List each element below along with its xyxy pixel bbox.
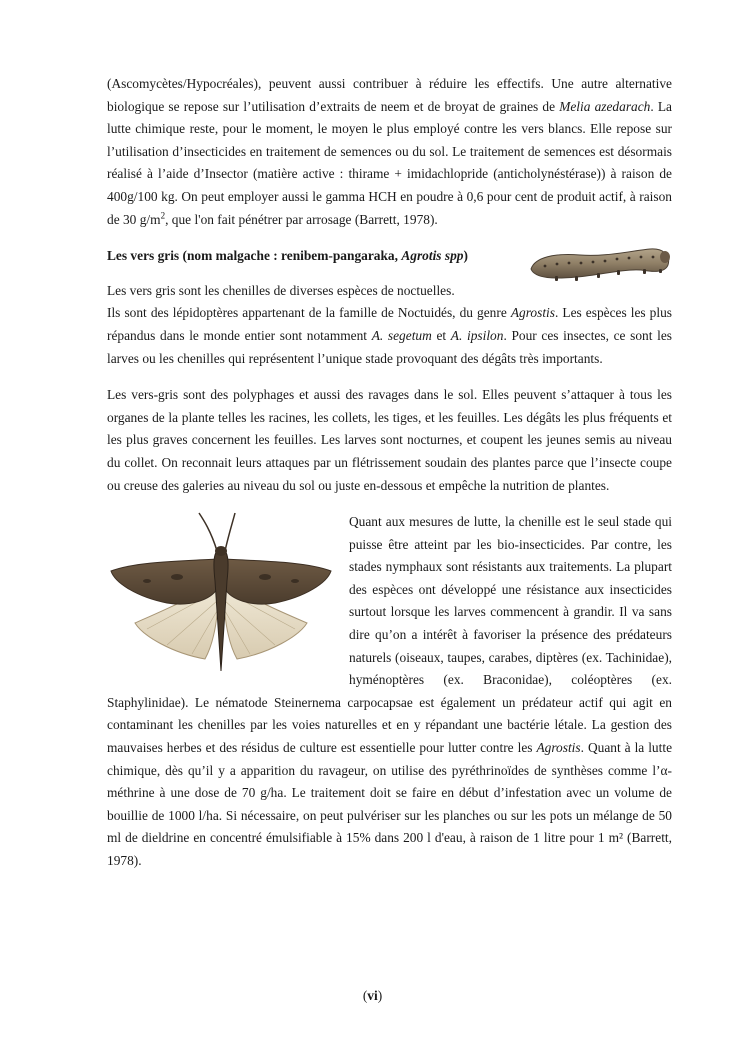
paragraph-cutworm-damage: Les vers-gris sont des polyphages et aussi des ravages dans le sol. Elles peuvent s’attaquer à tous les organes de la plante telles les racines, les collets, les tiges, et les feuilles. Les dégâts les plus fréquents et les plus graves concernent les feuilles. Les larves sont nocturnes, et coupent les jeunes semis au niveau du collet. On reconnait leurs attaques par un flétrissement soudain des plantes parce que l’insecte coupe ou creuse des galeries au niveau du sol ou juste en-dessous et empêche la nutrition de plantes.: [107, 387, 672, 493]
document-page: [107, 73, 672, 873]
page-number: (vi): [362, 988, 383, 1003]
paragraph-cutworm-description: Les vers gris sont les chenilles de diverses espèces de noctuelles. Ils sont des lépidoptères appartenant de la famille de Noctuidés, du genre Agrostis. Les espèces les plus répandus dans le monde entier sont notamment A. segetum et A. ipsilon. Pour ces insectes, ce sont les larves ou les chenilles qui représentent l’unique stade provoquant des dégâts très importants.: [107, 282, 672, 366]
section-heading-row: [107, 245, 672, 268]
species-name: Melia azedarach: [559, 98, 651, 114]
paragraph-control-measures: Quant aux mesures de lutte, la chenille est le seul stade qui puisse être atteint par les bio-insecticides. Par contre, les stades nymphaux sont résistants aux traitements. La plupart des espèces ont développé une résistance aux insecticides surtout lorsque les larves commencent à grandir. Il va sans dire qu’on a intérêt à favoriser la présence des prédateurs naturels (oiseaux, taupes, carabes, diptères (ex. Tachinidae), hyménoptères (ex. Braconidae), coléoptères (ex. Staphylinidae). Le nématode Steinernema carpocapsae est également un prédateur actif qui agit en contaminant les chenilles par les voies naturelles et en y répandant une bactérie létale. La gestion des mauvaises herbes et des résidus de culture est essentielle pour lutter contre les Agrostis. Quant à la lutte chimique, dès qu’il y a apparition du ravageur, on utilise des pyréthrinoïdes de synthèses comme l’α-méthrine à une dose de 70 g/ha. Le traitement doit se faire en début d’infestation avec un volume de bouillie de 1000 l/ha. Si nécessaire, on peut pulvériser sur les planches ou sur les pots un mélange de 50 ml de dieldrine en concentré émulsifiable à 15% dans 200 l d'eau, à raison de 1 litre pour 1 m² (Barrett, 1978).: [107, 514, 673, 868]
moth-image: [107, 511, 337, 691]
section-heading: Les vers gris (nom malgache : renibem-pangaraka, Agrotis spp): [107, 248, 468, 264]
paragraph-biological-chemical-control: (Ascomycètes/Hypocréales), peuvent aussi contribuer à réduire les effectifs. Une autre alternative biologique se repose sur l’utilisation d’extraits de neem et de broyat de graines de Melia azedarach. La lutte chimique reste, pour le moment, le moyen le plus employé contre les vers blancs. Elle repose sur l’utilisation d’insecticides en traitement de semences ou du sol. Le traitement de semences est désormais réalisé à l’aide d’Insector (matière active : thirame + imidachlopride (anticholynéstérase)) à raison de 400g/100 kg. On peut employer aussi le gamma HCH en poudre à 0,6 pour cent de produit actif, à raison de 30 $g/m^2$, que l'on fait pénétrer par arrosage (Barrett, 1978).: [107, 76, 672, 227]
caterpillar-image: [525, 239, 673, 287]
